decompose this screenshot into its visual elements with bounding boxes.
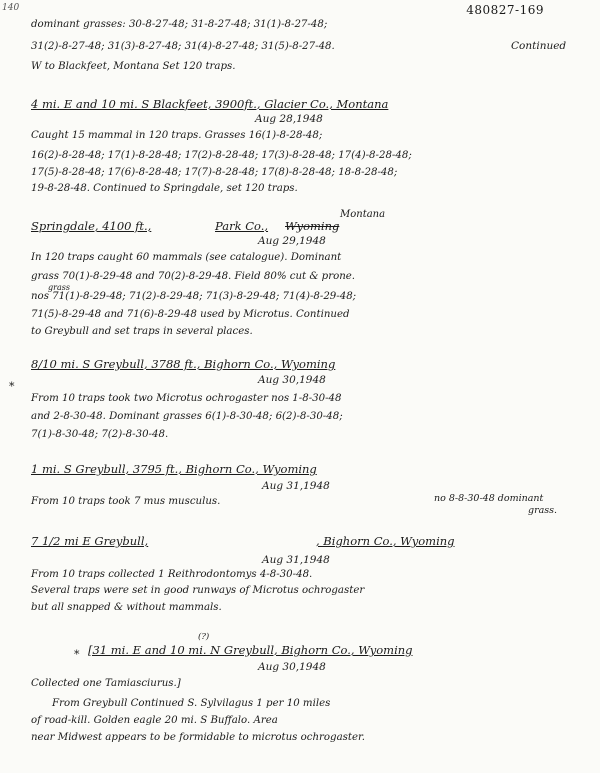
s6-line-1: From 10 traps collected 1 Reithrodontomys 4-8-30-48. [31, 569, 313, 580]
s7-line-3: of road-kill. Golden eagle 20 mi. S Buffalo. Area [31, 715, 278, 726]
s6-line-3: but all snapped & without mammals. [31, 602, 222, 613]
s3-heading-county: Park Co., [215, 219, 269, 233]
s5-line-1: From 10 traps took 7 mus musculus. [31, 496, 221, 507]
s2-heading: 4 mi. E and 10 mi. S Blackfeet, 3900ft., Glacier Co., Montana [31, 97, 389, 111]
s3-date: Aug 29,1948 [258, 235, 326, 247]
catalog-number: 480827-169 [466, 3, 544, 17]
s4-asterisk-mark: * [9, 380, 15, 393]
s4-line-1: From 10 traps took two Microtus ochrogaster nos 1-8-30-48 [31, 393, 342, 404]
s7-line-4: near Midwest appears to be formidable to microtus ochrogaster. [31, 732, 365, 743]
s4-date: Aug 30,1948 [258, 374, 326, 386]
s5-margin-note-1: no 8-8-30-48 dominant [434, 493, 544, 504]
page-number: 140 [2, 3, 20, 13]
s1-line-2: 31(2)-8-27-48; 31(3)-8-27-48; 31(4)-8-27-48; 31(5)-8-27-48. [31, 41, 335, 52]
s3-line-3: nos 71(1)-8-29-48; 71(2)-8-29-48; 71(3)-8-29-48; 71(4)-8-29-48; [31, 291, 357, 302]
s4-line-3: 7(1)-8-30-48; 7(2)-8-30-48. [31, 429, 169, 440]
s3-insert-montana: Montana [340, 209, 386, 220]
s6-heading-right: , Bighorn Co., Wyoming [316, 534, 455, 548]
s2-line-1: Caught 15 mammal in 120 traps. Grasses 16(1)-8-28-48; [31, 130, 323, 141]
s2-line-4: 19-8-28-48. Continued to Springdale, set 120 traps. [31, 183, 298, 194]
s6-line-2: Several traps were set in good runways of Microtus ochrogaster [31, 585, 365, 596]
s3-heading-place: Springdale, 4100 ft., [31, 219, 152, 233]
s6-heading-left: 7 1/2 mi E Greybull, [31, 534, 149, 548]
s7-query-mark: (?) [198, 632, 210, 642]
s7-date: Aug 30,1948 [258, 661, 326, 673]
s3-line-5: to Greybull and set traps in several places. [31, 326, 253, 337]
s4-line-2: and 2-8-30-48. Dominant grasses 6(1)-8-30-48; 6(2)-8-30-48; [31, 411, 343, 422]
s7-heading: [31 mi. E and 10 mi. N Greybull, Bighorn Co., Wyoming [88, 643, 413, 657]
s3-line-2: grass 70(1)-8-29-48 and 70(2)-8-29-48. Field 80% cut & prone. [31, 271, 356, 282]
s1-line-3: W to Blackfeet, Montana Set 120 traps. [31, 61, 236, 72]
s7-line-1: Collected one Tamiasciurus.] [31, 678, 181, 689]
s4-heading: 8/10 mi. S Greybull, 3788 ft., Bighorn Co., Wyoming [31, 357, 336, 371]
s5-heading: 1 mi. S Greybull, 3795 ft., Bighorn Co., Wyoming [31, 462, 317, 476]
s3-heading-struck-state: Wyoming [285, 219, 340, 233]
s7-line-2: From Greybull Continued S. Sylvilagus 1 per 10 miles [52, 698, 331, 709]
s2-date: Aug 28,1948 [255, 113, 323, 125]
s6-date: Aug 31,1948 [262, 554, 330, 566]
s7-asterisk-mark: * [74, 648, 80, 661]
s1-line-1: dominant grasses: 30-8-27-48; 31-8-27-48; 31(1)-8-27-48; [31, 19, 328, 30]
s3-line-4: 71(5)-8-29-48 and 71(6)-8-29-48 used by Microtus. Continued [31, 309, 350, 320]
s1-continued-note: Continued [511, 40, 567, 52]
s2-line-3: 17(5)-8-28-48; 17(6)-8-28-48; 17(7)-8-28-48; 17(8)-8-28-48; 18-8-28-48; [31, 167, 398, 178]
s3-line-1: In 120 traps caught 60 mammals (see catalogue). Dominant [31, 252, 342, 263]
s5-margin-note-2: grass. [528, 505, 558, 516]
s5-date: Aug 31,1948 [262, 480, 330, 492]
s2-line-2: 16(2)-8-28-48; 17(1)-8-28-48; 17(2)-8-28-48; 17(3)-8-28-48; 17(4)-8-28-48; [31, 150, 412, 161]
s3-caret-insert: grass [48, 283, 70, 292]
